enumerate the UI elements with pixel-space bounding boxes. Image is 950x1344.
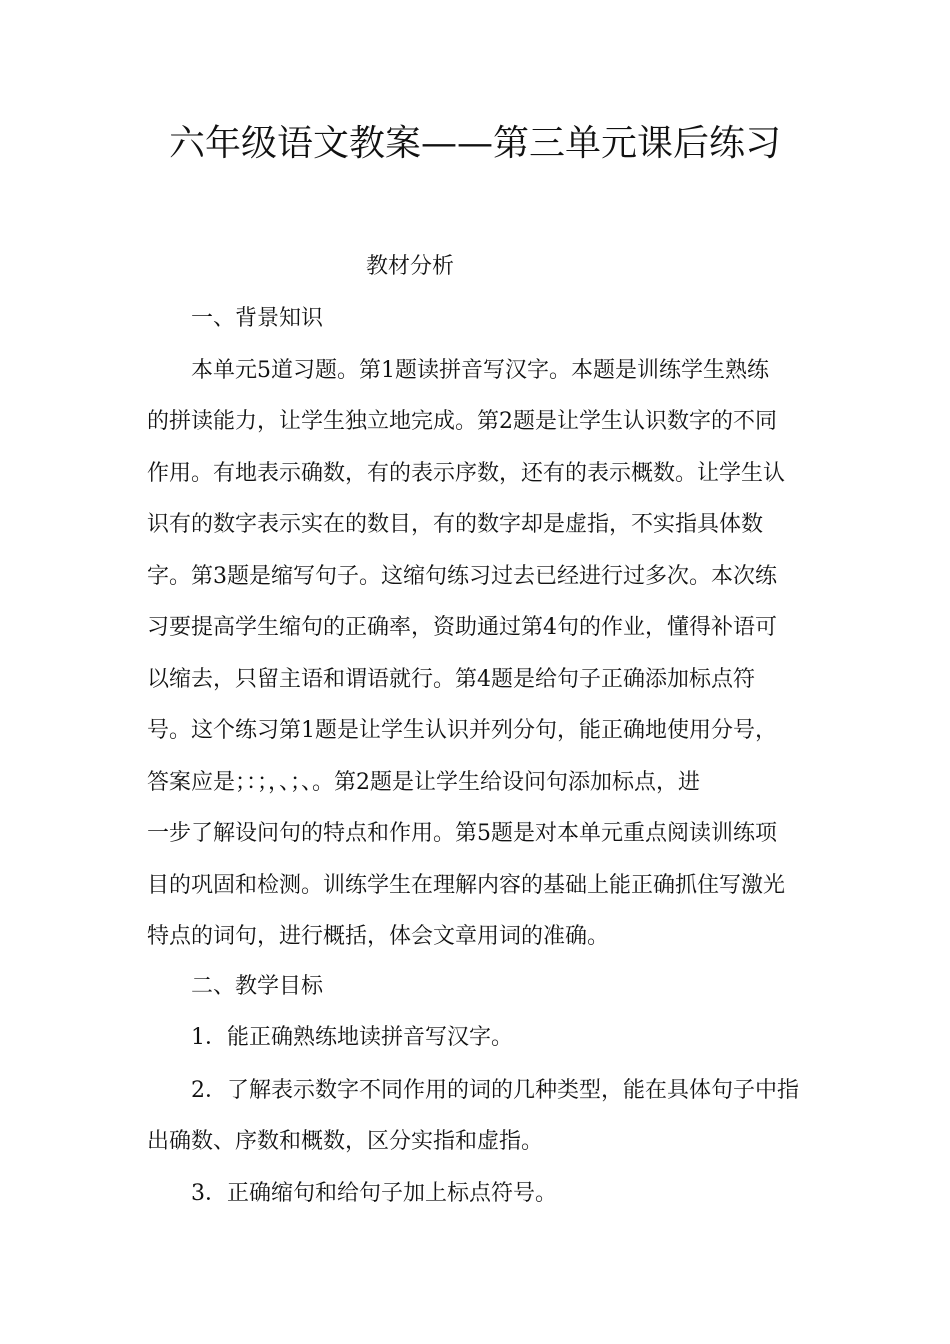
objective-item-3: 3．正确缩句和给句子加上标点符号。	[191, 1181, 557, 1206]
paragraph-line: 作用。有地表示确数，有的表示序数，还有的表示概数。让学生认	[147, 461, 786, 486]
paragraph-line: 目的巩固和检测。训练学生在理解内容的基础上能正确抓住写激光	[147, 873, 786, 898]
paragraph-line: 字。第3题是缩写句子。这缩句练习过去已经进行过多次。本次练	[147, 564, 777, 589]
objective-item-2-line-1: 2．了解表示数字不同作用的词的几种类型，能在具体句子中指	[191, 1078, 799, 1103]
objective-item-2-line-2: 出确数、序数和概数，区分实指和虚指。	[147, 1129, 544, 1154]
paragraph-line: 的拼读能力，让学生独立地完成。第2题是让学生认识数字的不同	[147, 409, 777, 434]
paragraph-line: 习要提高学生缩句的正确率，资助通过第4句的作业，懂得补语可	[147, 615, 777, 640]
document-title: 六年级语文教案——第三单元课后练习	[168, 123, 781, 164]
paragraph-line: 号。这个练习第1题是让学生认识并列分句，能正确地使用分号，	[147, 718, 777, 743]
paragraph-line: 以缩去，只留主语和谓语就行。第4题是给句子正确添加标点符	[147, 667, 755, 692]
background-heading: 一、背景知识	[191, 306, 324, 331]
paragraph-line: 识有的数字表示实在的数目，有的数字却是虚指，不实指具体数	[147, 512, 764, 537]
paragraph-line: 本单元5道习题。第1题读拼音写汉字。本题是训练学生熟练	[191, 358, 769, 383]
paragraph-line: 特点的词句，进行概括，体会文章用词的准确。	[147, 924, 610, 949]
objectives-heading: 二、教学目标	[191, 974, 324, 999]
paragraph-line: 答案应是；：；，、；、。第2题是让学生给设问句添加标点，进	[147, 770, 700, 795]
section-heading: 教材分析	[365, 254, 454, 279]
objective-item-1: 1．能正确熟练地读拼音写汉字。	[191, 1025, 513, 1050]
paragraph-line: 一步了解设问句的特点和作用。第5题是对本单元重点阅读训练项	[147, 821, 777, 846]
